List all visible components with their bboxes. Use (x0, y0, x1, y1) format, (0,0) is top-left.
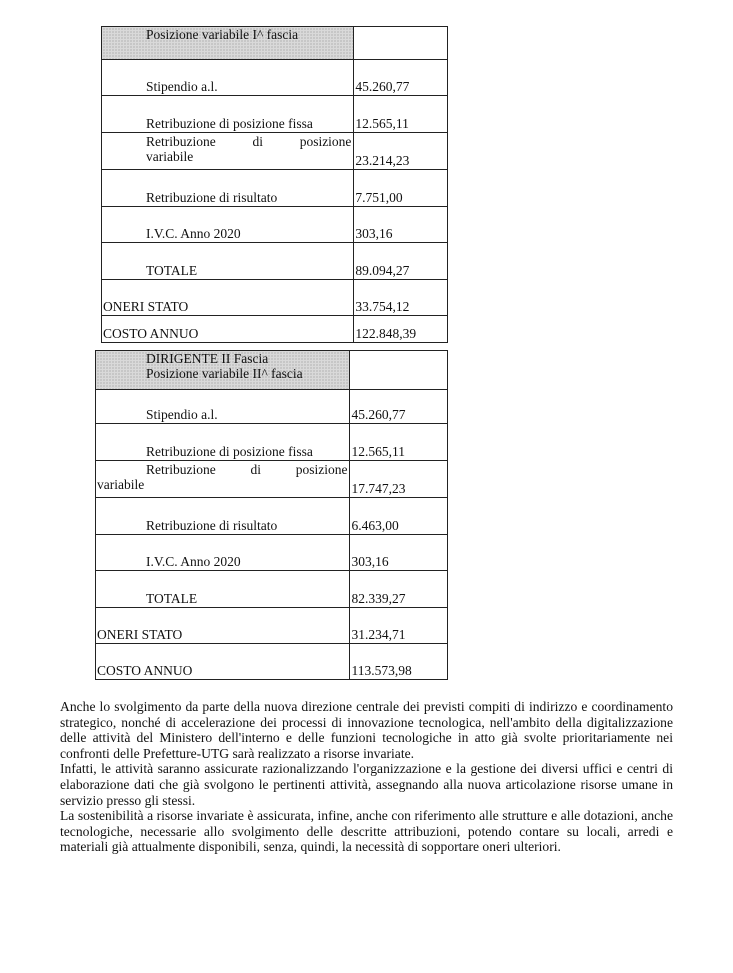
row-value: 6.463,00 (350, 498, 448, 535)
table-row (96, 461, 448, 498)
row-label: TOTALE (102, 243, 354, 280)
row-label: COSTO ANNUO (102, 316, 354, 343)
body-text (60, 699, 673, 855)
row-label: Retribuzione di risultato (96, 498, 350, 535)
table-header-dirigente-2: DIRIGENTE II Fascia Posizione variabile II^ fascia (96, 351, 350, 390)
table-header-empty-cell (354, 27, 448, 60)
row-value: 7.751,00 (354, 170, 448, 207)
row-value: 23.214,23 (354, 133, 448, 170)
row-value: 82.339,27 (350, 571, 448, 608)
table-header-posizione-variabile-1: Posizione variabile I^ fascia (102, 27, 354, 60)
table-row (96, 608, 448, 644)
table-row (102, 207, 448, 243)
table-row (102, 170, 448, 207)
table-row (102, 96, 448, 133)
table-row (96, 571, 448, 608)
row-value: 89.094,27 (354, 243, 448, 280)
table-row (102, 316, 448, 343)
row-label: COSTO ANNUO (96, 644, 350, 680)
row-value: 12.565,11 (350, 424, 448, 461)
table-row (96, 498, 448, 535)
row-label-multiline: Retribuzione di posizione variabile (96, 461, 350, 498)
cost-table-fascia-1 (101, 26, 448, 343)
paragraph: Infatti, le attività saranno assicurate razionalizzando l'organizzazione e la gestione dei diversi uffici e centri di elaborazione dati che già svolgono le pertinenti attività, assegnando alla nuova articolazione risorse umane in servizio presso gli stessi. (60, 761, 673, 808)
row-label: Stipendio a.l. (96, 390, 350, 424)
row-value: 31.234,71 (350, 608, 448, 644)
paragraph: La sostenibilità a risorse invariate è assicurata, infine, anche con riferimento alle strutture e alle dotazioni, anche tecnologiche, necessarie allo svolgimento delle descritte attribuzioni, potendo contare su locali, arredi e materiali già attualmente disponibili, senza, quindi, la necessità di sopportare oneri ulteriori. (60, 808, 673, 855)
row-value: 17.747,23 (350, 461, 448, 498)
table-row (96, 424, 448, 461)
row-value: 303,16 (354, 207, 448, 243)
table-row (96, 535, 448, 571)
row-label: Stipendio a.l. (102, 60, 354, 96)
row-label: I.V.C. Anno 2020 (96, 535, 350, 571)
row-label: Retribuzione di risultato (102, 170, 354, 207)
row-value: 33.754,12 (354, 280, 448, 316)
row-value: 45.260,77 (354, 60, 448, 96)
table-row (96, 390, 448, 424)
row-label: TOTALE (96, 571, 350, 608)
table-header-empty-cell (350, 351, 448, 390)
cost-table-fascia-2 (95, 350, 448, 680)
paragraph: Anche lo svolgimento da parte della nuova direzione centrale dei previsti compiti di indirizzo e coordinamento strategico, nonché di accelerazione dei processi di innovazione tecnologica, nell'ambito della digitalizzazione delle attività del Ministero dell'interno e delle funzioni tecnologiche in atto già svolte prioritariamente nei confronti delle Prefetture-UTG sarà realizzato a risorse invariate. (60, 699, 673, 761)
row-label: Retribuzione di posizione fissa (96, 424, 350, 461)
row-value: 113.573,98 (350, 644, 448, 680)
row-value: 122.848,39 (354, 316, 448, 343)
table-row (102, 60, 448, 96)
row-value: 303,16 (350, 535, 448, 571)
table-row (102, 133, 448, 170)
table-row (102, 280, 448, 316)
row-label-multiline: Retribuzione di posizione variabile (102, 133, 354, 170)
row-label: I.V.C. Anno 2020 (102, 207, 354, 243)
row-label: ONERI STATO (102, 280, 354, 316)
row-value: 45.260,77 (350, 390, 448, 424)
row-label: Retribuzione di posizione fissa (102, 96, 354, 133)
table-row (96, 644, 448, 680)
table-row (102, 243, 448, 280)
row-value: 12.565,11 (354, 96, 448, 133)
row-label: ONERI STATO (96, 608, 350, 644)
